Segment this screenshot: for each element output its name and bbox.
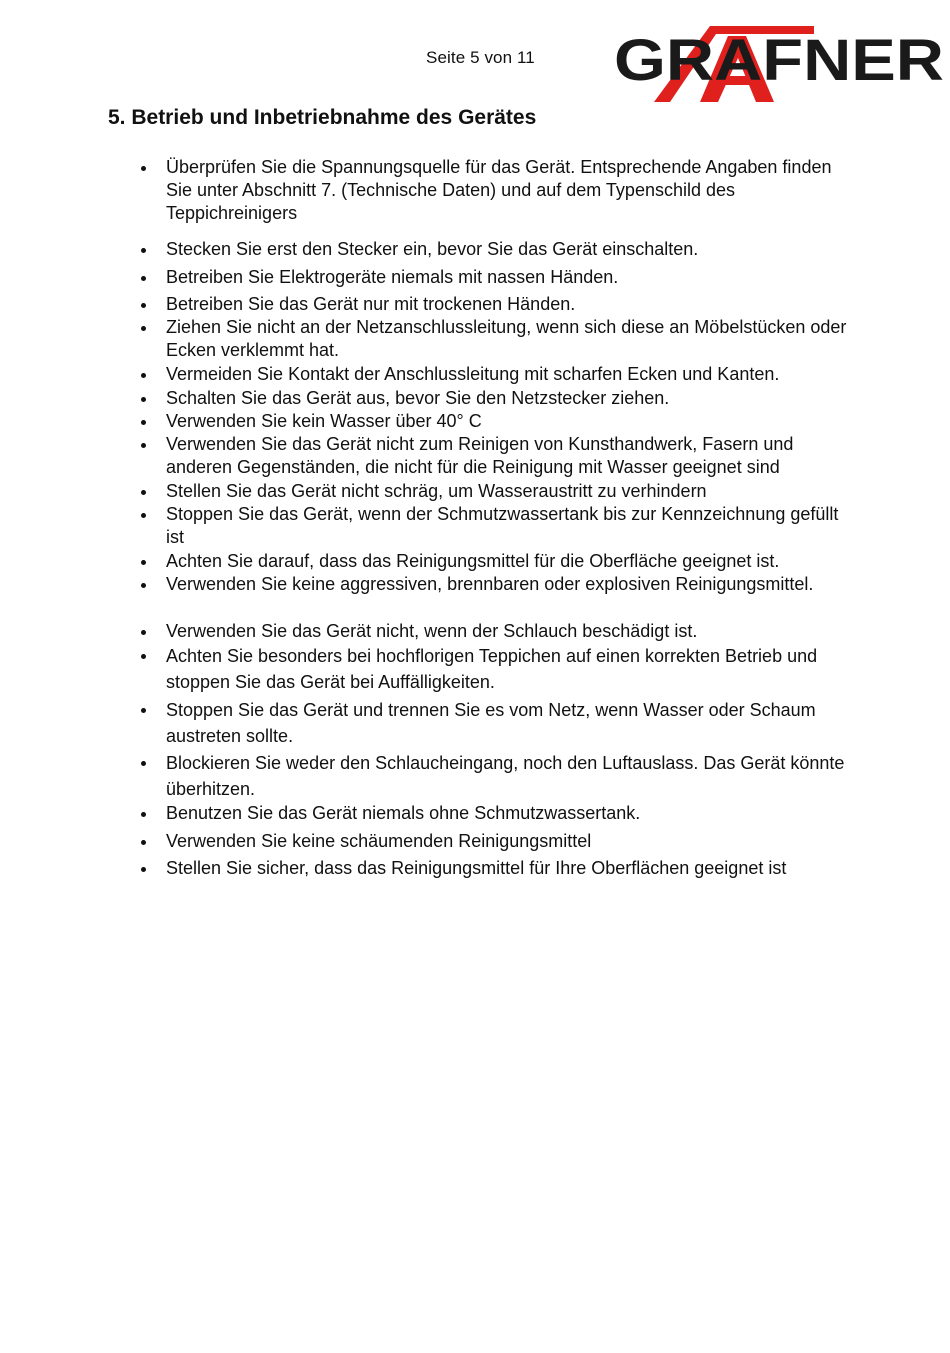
bullet-text: Schalten Sie das Gerät aus, bevor Sie den Netzstecker ziehen. bbox=[166, 388, 670, 408]
bullet-text: Stecken Sie erst den Stecker ein, bevor Sie das Gerät einschalten. bbox=[166, 239, 699, 259]
bullet-text: Blockieren Sie weder den Schlaucheingang, noch den Luftauslass. Das Gerät könnte überhitzen. bbox=[166, 753, 845, 799]
bullet-dot bbox=[141, 443, 146, 448]
bullet-text: Überprüfen Sie die Spannungsquelle für das Gerät. Entsprechende Angaben finden Sie unter Abschnitt 7. (Technische Daten) und auf dem Typenschild des Teppichreinigers bbox=[166, 157, 832, 223]
bullet-dot bbox=[141, 166, 146, 171]
bullet-dot bbox=[141, 560, 146, 565]
bullet-dot bbox=[141, 761, 146, 766]
bullet-text: Stellen Sie sicher, dass das Reinigungsmittel für Ihre Oberflächen geeignet ist bbox=[166, 858, 787, 878]
bullet-dot bbox=[141, 708, 146, 713]
bullet-text: Vermeiden Sie Kontakt der Anschlussleitung mit scharfen Ecken und Kanten. bbox=[166, 364, 780, 384]
bullet-dot bbox=[141, 248, 146, 253]
bullet-text: Benutzen Sie das Gerät niemals ohne Schmutzwassertank. bbox=[166, 803, 641, 823]
bullet-dot bbox=[141, 513, 146, 518]
bullet-dot bbox=[141, 303, 146, 308]
bullet-text: Verwenden Sie das Gerät nicht zum Reinigen von Kunsthandwerk, Fasern und anderen Gegenständen, die nicht für die Reinigung mit Wasser geeignet sind bbox=[166, 434, 794, 477]
bullet-text: Ziehen Sie nicht an der Netzanschlussleitung, wenn sich diese an Möbelstücken oder Ecken verklemmt hat. bbox=[166, 317, 847, 360]
bullet-dot bbox=[141, 812, 146, 817]
bullet-text: Achten Sie darauf, dass das Reinigungsmittel für die Oberfläche geeignet ist. bbox=[166, 551, 780, 571]
bullet-dot bbox=[141, 583, 146, 588]
bullet-text: Achten Sie besonders bei hochflorigen Teppichen auf einen korrekten Betrieb und stoppen Sie das Gerät bei Auffälligkeiten. bbox=[166, 646, 818, 692]
bullet-dot bbox=[141, 373, 146, 378]
bullet-text: Stellen Sie das Gerät nicht schräg, um Wasseraustritt zu verhindern bbox=[166, 481, 707, 501]
section-title: 5. Betrieb und Inbetriebnahme des Gerätes bbox=[108, 106, 537, 129]
bullet-dot bbox=[141, 397, 146, 402]
logo-text: GRAFNER bbox=[614, 28, 944, 93]
bullet-text: Stoppen Sie das Gerät und trennen Sie es vom Netz, wenn Wasser oder Schaum austreten sollte. bbox=[166, 700, 816, 746]
bullet-text: Verwenden Sie das Gerät nicht, wenn der Schlauch beschädigt ist. bbox=[166, 621, 698, 641]
bullet-dot bbox=[141, 490, 146, 495]
bullet-text: Verwenden Sie kein Wasser über 40° C bbox=[166, 411, 482, 431]
bullet-text: Betreiben Sie das Gerät nur mit trockenen Händen. bbox=[166, 294, 576, 314]
page-number: Seite 5 von 11 bbox=[426, 48, 535, 67]
bullet-dot bbox=[141, 654, 146, 659]
bullet-dot bbox=[141, 867, 146, 872]
grafner-logo bbox=[614, 18, 944, 104]
bullet-text: Verwenden Sie keine aggressiven, brennbaren oder explosiven Reinigungsmittel. bbox=[166, 574, 814, 594]
bullet-text: Betreiben Sie Elektrogeräte niemals mit nassen Händen. bbox=[166, 267, 619, 287]
bullet-dot bbox=[141, 840, 146, 845]
bullet-dot bbox=[141, 326, 146, 331]
bullet-text: Verwenden Sie keine schäumenden Reinigungsmittel bbox=[166, 831, 592, 851]
bullet-text: Stoppen Sie das Gerät, wenn der Schmutzwassertank bis zur Kennzeichnung gefüllt ist bbox=[166, 504, 839, 547]
bullet-dot bbox=[141, 420, 146, 425]
bullet-dot bbox=[141, 276, 146, 281]
bullet-dot bbox=[141, 630, 146, 635]
